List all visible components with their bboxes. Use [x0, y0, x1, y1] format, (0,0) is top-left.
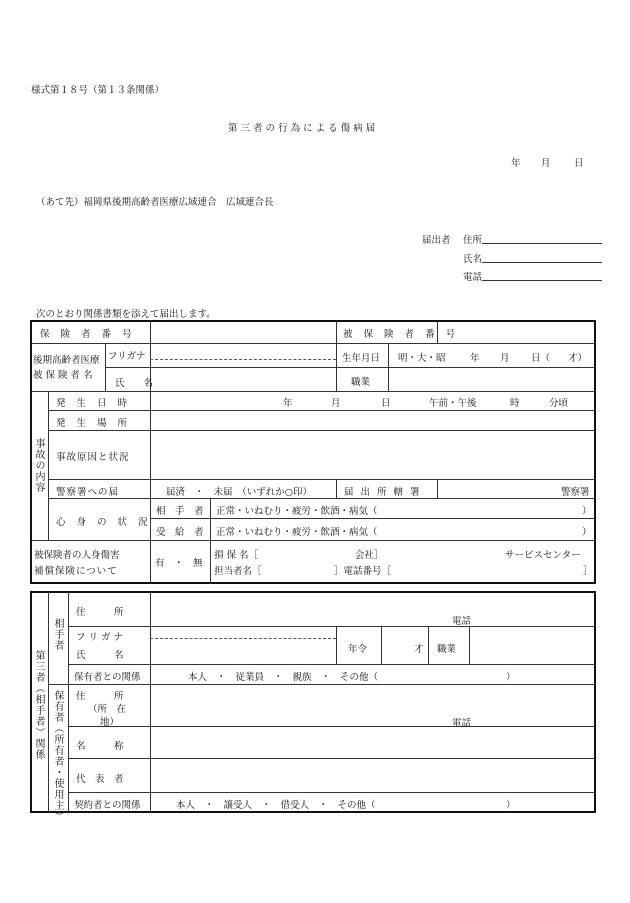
party-name-field[interactable]: [152, 641, 334, 663]
contract-relation-close: ）: [506, 800, 516, 811]
police-report-options[interactable]: 届済 ・ 未届 （いずれか○印）: [166, 487, 313, 498]
insured-person-label-1: 後期高齢者医療: [33, 355, 100, 366]
third-party-side-label: 第三者（相手者）関係: [33, 650, 44, 760]
party-furigana-label: フ リ ガ ナ: [76, 632, 124, 643]
mind-body-label: 心 身 の 状 況: [56, 517, 152, 528]
dt-month: 月: [331, 398, 341, 409]
date-year-label: 年: [511, 158, 521, 169]
applicant-address-field[interactable]: [482, 243, 602, 244]
birthdate-label: 生年月日: [342, 353, 381, 364]
occupation-field[interactable]: [390, 369, 593, 389]
owner-side-label: 保有者（所有者・使用主）: [52, 690, 63, 822]
contract-relation-options[interactable]: 本人 ・ 譲受人 ・ 借受人 ・ その他（: [176, 800, 376, 811]
birth-day-label: 日（: [531, 353, 551, 364]
addressee: （あて先）福岡県後期高齢者医療広域連合 広域連合長: [36, 197, 274, 208]
cause-label: 事故原因と状況: [56, 452, 130, 463]
party-label: 相手者: [52, 618, 63, 651]
cause-field[interactable]: [152, 432, 593, 478]
owner-phone-label: 電話: [452, 718, 472, 729]
insured-number-field[interactable]: [439, 322, 593, 342]
company-name-label: 名 称: [76, 741, 124, 752]
police-report-label: 警察署への届: [56, 487, 120, 498]
insurance-options[interactable]: 有 ・ 無: [155, 558, 203, 569]
furigana-divider: [150, 359, 336, 360]
insured-number-label: 被 保 険 者 番 号: [343, 329, 460, 340]
phone-close-bracket: ］: [583, 566, 593, 577]
recipient-label: 受 給 者: [156, 527, 204, 538]
occurred-datetime-label: 発 生 日 時: [56, 398, 132, 409]
recipient-close-paren: ）: [582, 527, 592, 538]
insurer-number-field[interactable]: [152, 322, 334, 342]
applicant-address-label: 住所: [463, 235, 483, 246]
owner-address-label-1: 住 所: [76, 691, 124, 702]
contact-person-label: 担当者名［: [214, 566, 262, 577]
contract-relation-label: 契約者との関係: [74, 800, 141, 811]
birth-month-label: 月: [500, 353, 510, 364]
dt-day: 日: [381, 398, 391, 409]
insurer-name-label: 損 保 名［: [214, 550, 259, 561]
opponent-label: 相 手 者: [156, 506, 204, 517]
name-label: 氏 名: [115, 378, 154, 389]
birth-era-options[interactable]: 明・大・昭: [398, 353, 446, 364]
birth-year-label: 年: [470, 353, 480, 364]
representative-field[interactable]: [152, 760, 593, 791]
dt-hour: 時: [510, 398, 520, 409]
service-center-label: サービスセンター: [505, 550, 581, 561]
place-field[interactable]: [152, 412, 593, 429]
place-label: 発 生 場 所: [56, 418, 132, 429]
opponent-state-options[interactable]: 正常・いねむり・疲労・飲酒・病気（: [216, 506, 378, 517]
party-occupation-label: 職業: [437, 644, 457, 655]
furigana-label: フリガナ: [108, 351, 146, 362]
applicant-phone-field[interactable]: [482, 280, 602, 281]
party-phone-label: 電話: [452, 616, 472, 627]
insurer-number-label: 保 険 者 番 号: [40, 329, 136, 340]
party-age-suffix: 才: [414, 644, 424, 655]
relation-owner-label: 保有者との関係: [74, 672, 141, 683]
age-suffix: 才）: [568, 353, 588, 364]
owner-address-label-3: 地）: [100, 717, 120, 728]
owner-address-label-2: （所 在: [88, 704, 127, 715]
party-age-label: 年令: [348, 644, 368, 655]
recipient-state-options[interactable]: 正常・いねむり・疲労・飲酒・病気（: [216, 527, 378, 538]
insurance-label-1: 被保険者の人身傷害: [34, 550, 120, 561]
applicant-name-field[interactable]: [482, 262, 602, 263]
dt-year: 年: [283, 398, 293, 409]
relation-owner-close: ）: [506, 672, 516, 683]
date-month-label: 月: [541, 158, 551, 169]
applicant-name-label: 氏名: [463, 254, 483, 265]
name-field[interactable]: [152, 361, 334, 389]
insured-person-label-2: 被 保 険 者 名: [33, 370, 93, 381]
furigana-field[interactable]: [152, 345, 334, 357]
party-address-label: 住 所: [76, 607, 124, 618]
form-title: 第 三 者 の 行 為 に よ る 傷 病 届: [228, 123, 376, 134]
ampm-options[interactable]: 午前・午後: [429, 398, 477, 409]
police-station-suffix: 警察署: [561, 487, 590, 498]
form-number: 様式第１８号（第１３条関係）: [31, 85, 165, 96]
applicant-label: 届出者: [422, 235, 451, 246]
occupation-label: 職業: [351, 377, 371, 388]
party-address-field[interactable]: [152, 593, 593, 625]
phone-number-label: ］電話番号［: [334, 566, 392, 577]
date-day-label: 日: [574, 158, 584, 169]
applicant-phone-label: 電話: [463, 272, 483, 283]
company-suffix: 会社］: [355, 550, 384, 561]
relation-owner-options[interactable]: 本人 ・ 従業員 ・ 親族 ・ その他（: [188, 672, 379, 683]
intro-text: 次のとおり関係書類を添えて届出します。: [36, 309, 216, 320]
accident-side-label: 事故の内容: [33, 438, 44, 493]
insurance-label-2: 補償保険について: [34, 566, 118, 577]
owner-address-field[interactable]: [152, 686, 593, 725]
furigana-divider-2: [150, 638, 336, 639]
opponent-close-paren: ）: [582, 506, 592, 517]
representative-label: 代 表 者: [76, 774, 124, 785]
dt-minute: 分頃: [549, 398, 569, 409]
company-name-field[interactable]: [152, 728, 593, 757]
jurisdiction-label: 届 出 所 轄 署: [344, 487, 422, 498]
party-name-label: 氏 名: [76, 650, 124, 661]
